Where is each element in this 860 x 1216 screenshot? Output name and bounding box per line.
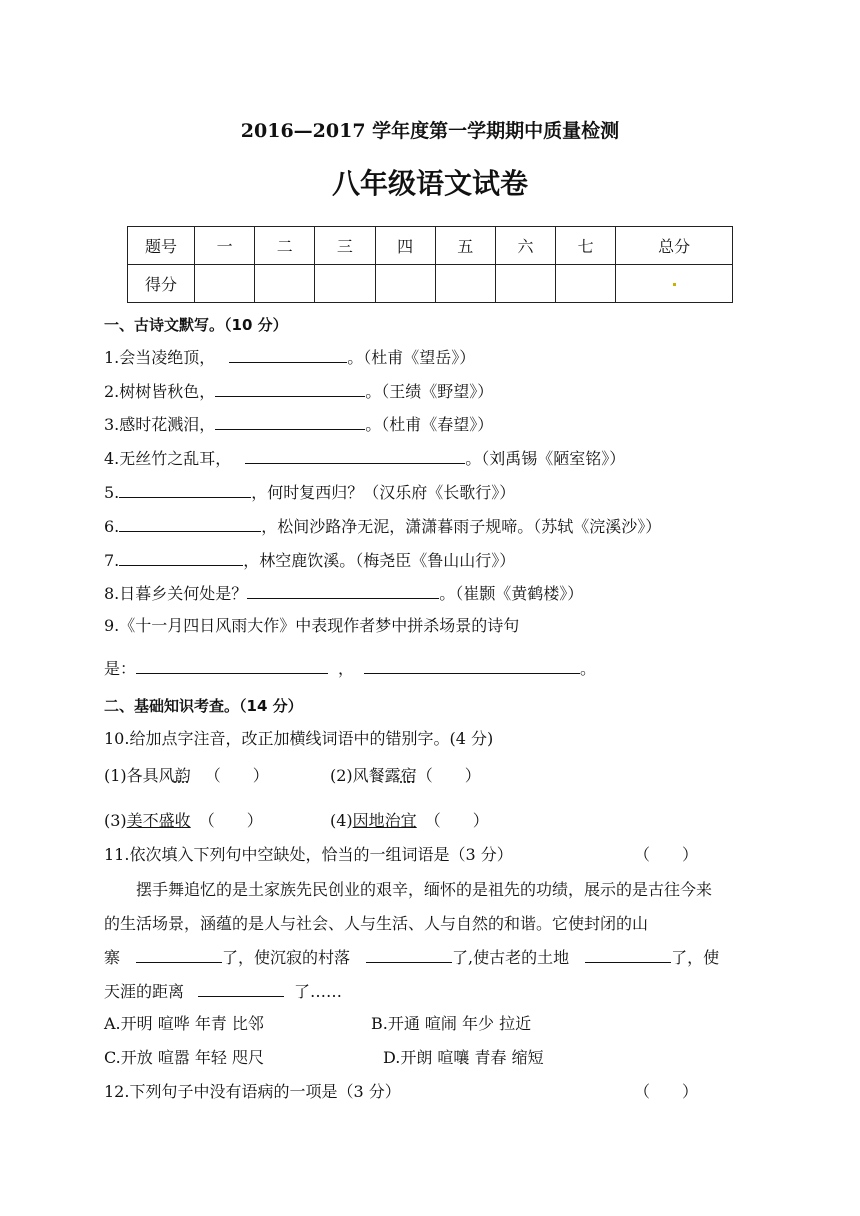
answer-paren[interactable]: （ ） — [634, 845, 699, 864]
score-table — [127, 226, 733, 303]
passage-line: 摆手舞追忆的是土家族先民创业的艰辛，缅怀的是祖先的功绩，展示的是古往今来 — [136, 880, 713, 899]
score-table-header-row — [128, 227, 733, 265]
answer-blank[interactable] — [215, 380, 365, 397]
question-text: 是： — [104, 659, 137, 678]
question-text: 。 — [580, 659, 597, 678]
option-d[interactable]: D.开朗 喧嚷 青春 缩短 — [383, 1048, 544, 1067]
answer-blank[interactable] — [229, 346, 347, 363]
question-text: 10.给加点字注音，改正加横线词语中的错别字。 — [104, 729, 450, 748]
answer-blank[interactable] — [119, 515, 261, 532]
passage-text: 天涯的距离 — [104, 982, 185, 1001]
question-5 — [104, 481, 515, 503]
answer-blank[interactable] — [247, 582, 439, 599]
underlined-word: 因地治宜 — [352, 811, 417, 830]
question-9-answer-line — [104, 657, 596, 679]
question-text: 。（杜甫《望岳》） — [347, 348, 476, 367]
question-text: 2.树树皆秋色， — [104, 382, 216, 401]
item-number: (4) — [330, 811, 353, 830]
dotted-char: 韵 — [174, 766, 191, 785]
underlined-word: 美不盛收 — [126, 811, 191, 830]
answer-blank[interactable] — [136, 946, 222, 963]
answer-blank[interactable] — [136, 657, 328, 674]
score-table-cell: 一 — [195, 227, 255, 265]
question-8 — [104, 582, 583, 604]
answer-blank[interactable] — [119, 481, 251, 498]
passage-text: 寨 — [104, 948, 121, 967]
answer-paren[interactable]: （ ） — [416, 766, 481, 785]
score-cell[interactable] — [556, 265, 616, 303]
question-9-stem: 9.《十一月四日风雨大作》中表现作者梦中拼杀场景的诗句 — [104, 616, 520, 635]
score-table-cell: 二 — [255, 227, 315, 265]
passage-fill-line — [104, 946, 719, 968]
score-table-row-label: 得分 — [128, 265, 195, 303]
exam-title: 2016—2017 学年度第一学期期中质量检测 — [240, 120, 620, 142]
question-text: ， — [338, 659, 355, 678]
passage-text: 了，使 — [671, 948, 720, 967]
score-table-cell: 总分 — [616, 227, 733, 265]
score-cell[interactable] — [195, 265, 255, 303]
ink-speck — [673, 283, 676, 286]
score-cell[interactable] — [315, 265, 375, 303]
question-score: (4 分) — [449, 729, 494, 748]
answer-blank[interactable] — [215, 413, 365, 430]
question-7 — [104, 549, 515, 571]
question-10-item-4 — [330, 811, 489, 831]
answer-blank[interactable] — [585, 946, 671, 963]
question-11-stem: 11.依次填入下列句中空缺处，恰当的一组词语是（3 分） — [104, 845, 513, 864]
section2-heading: 二、基础知识考查。（14 分） — [104, 697, 303, 715]
question-text: ，何时复西归？（汉乐府《长歌行》） — [251, 483, 516, 502]
score-table-cell: 题号 — [128, 227, 195, 265]
question-2 — [104, 380, 493, 402]
passage-text: 了,使古老的土地 — [452, 948, 570, 967]
question-12-stem: 12.下列句子中没有语病的一项是（3 分） — [104, 1082, 401, 1101]
answer-paren[interactable]: （ ） — [198, 811, 263, 830]
answer-blank[interactable] — [364, 657, 580, 674]
answer-paren[interactable]: （ ） — [204, 766, 269, 785]
question-text: 。（王绩《野望》） — [365, 382, 494, 401]
passage-line: 的生活场景，涵蕴的是人与社会、人与生活、人与自然的和谐。它使封闭的山 — [104, 914, 649, 933]
answer-blank[interactable] — [119, 549, 243, 566]
question-text: 7. — [104, 551, 120, 570]
question-text: 。（杜甫《春望》） — [365, 415, 494, 434]
passage-text: 了，使沉寂的村落 — [222, 948, 351, 967]
question-text: 3.感时花溅泪， — [104, 415, 216, 434]
answer-blank[interactable] — [366, 946, 452, 963]
question-10-item-3 — [104, 811, 263, 831]
exam-subtitle: 八年级语文试卷 — [331, 167, 528, 200]
score-table-cell: 四 — [375, 227, 435, 265]
question-text: 4.无丝竹之乱耳， — [104, 449, 232, 468]
question-text: ，林空鹿饮溪。（梅尧臣《鲁山山行》） — [243, 551, 516, 570]
score-table-cell: 七 — [556, 227, 616, 265]
answer-blank[interactable] — [198, 980, 284, 997]
item-number: (1) — [104, 766, 127, 785]
question-text: 8.日暮乡关何处是？ — [104, 584, 248, 603]
score-table-cell: 六 — [495, 227, 555, 265]
score-cell[interactable] — [255, 265, 315, 303]
score-cell[interactable] — [495, 265, 555, 303]
question-6 — [104, 515, 661, 537]
option-b[interactable]: B.开通 喧闹 年少 拉近 — [371, 1014, 532, 1033]
score-cell[interactable] — [435, 265, 495, 303]
item-number: (2) — [330, 766, 353, 785]
score-table-score-row — [128, 265, 733, 303]
section1-heading: 一、古诗文默写。（10 分） — [104, 316, 288, 334]
score-table-cell: 三 — [315, 227, 375, 265]
score-cell[interactable] — [616, 265, 733, 303]
answer-paren[interactable]: （ ） — [634, 1082, 699, 1101]
passage-fill-line — [104, 980, 342, 1002]
question-text: 1.会当凌绝顶， — [104, 348, 216, 367]
score-table-cell: 五 — [435, 227, 495, 265]
question-3 — [104, 413, 493, 435]
item-text: 风餐露 — [352, 766, 401, 785]
answer-paren[interactable]: （ ） — [424, 811, 489, 830]
passage-text: 了…… — [294, 982, 343, 1001]
dotted-char: 宿 — [400, 766, 417, 785]
score-cell[interactable] — [375, 265, 435, 303]
answer-blank[interactable] — [245, 447, 465, 464]
question-10-item-2 — [330, 766, 481, 786]
option-c[interactable]: C.开放 喧嚣 年轻 咫尺 — [104, 1048, 265, 1067]
question-text: 6. — [104, 517, 120, 536]
question-text: ，松间沙路净无泥，潇潇暮雨子规啼。（苏轼《浣溪沙》） — [261, 517, 662, 536]
option-a[interactable]: A.开明 喧哗 年青 比邻 — [104, 1014, 264, 1033]
question-text: 。（崔颢《黄鹤楼》） — [439, 584, 584, 603]
item-number: (3) — [104, 811, 127, 830]
question-10-item-1 — [104, 766, 269, 786]
question-text: 。（刘禹锡《陋室铭》） — [465, 449, 626, 468]
question-1 — [104, 346, 475, 368]
item-text: 各具风 — [126, 766, 175, 785]
question-4 — [104, 447, 625, 469]
question-10-stem — [104, 729, 493, 749]
question-text: 5. — [104, 483, 120, 502]
